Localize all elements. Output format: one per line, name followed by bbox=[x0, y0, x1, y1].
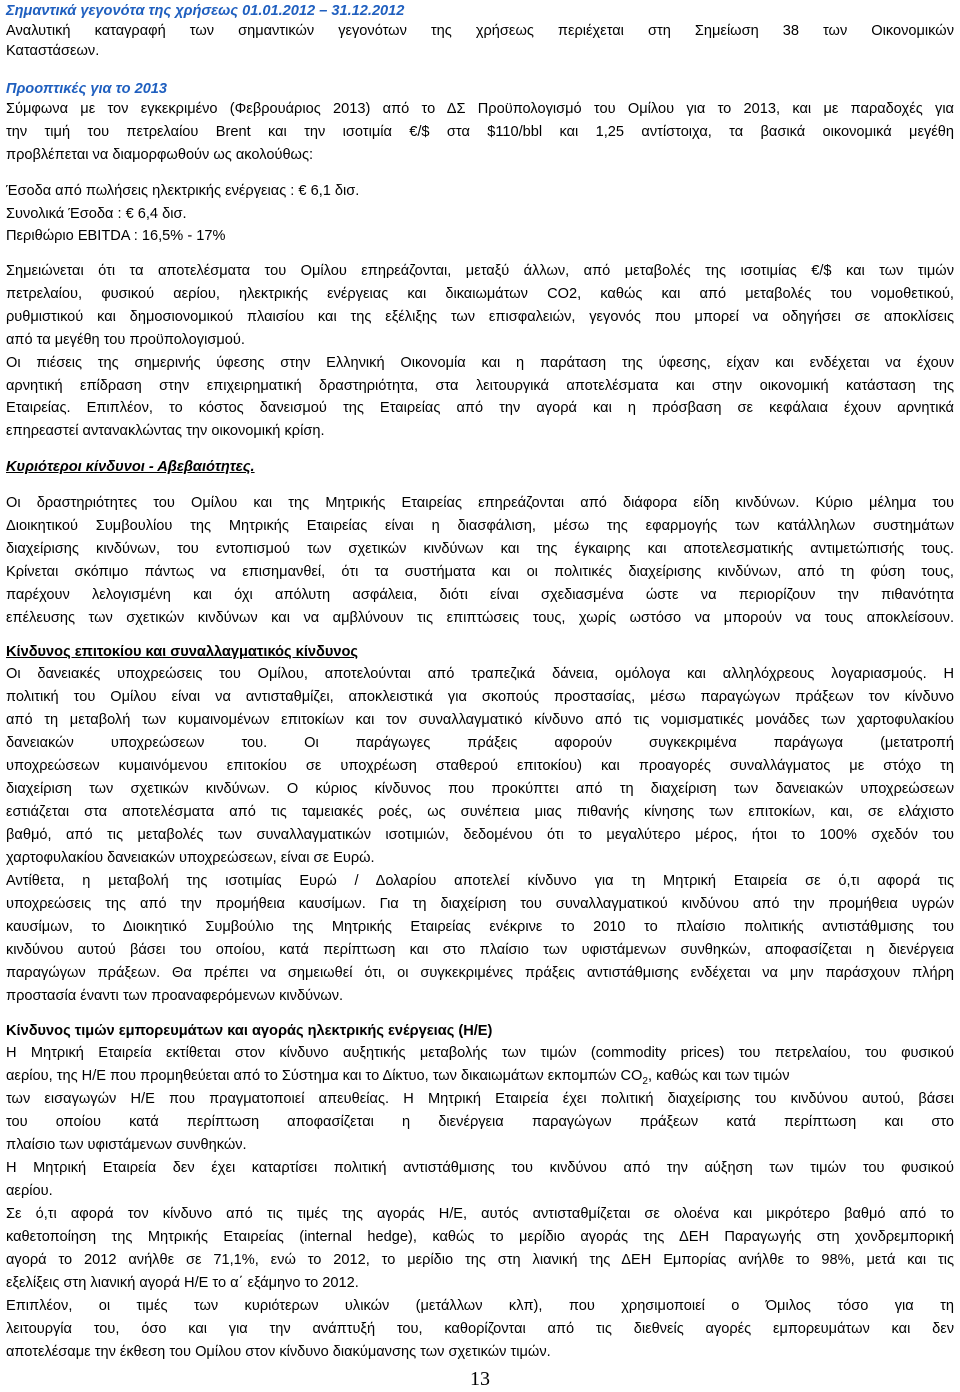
commodity-line-2-rest: , καθώς και των τιμών bbox=[647, 1068, 790, 1084]
outlook-note-5: Οι πιέσεις της σημερινής ύφεσης στην Ελληνική Οικονομία και η παράταση της ύφεσης, είχαν και ενδέχεται να έχουν bbox=[6, 355, 954, 371]
events-line-1: Αναλυτική καταγραφή των σημαντικών γεγονότων της χρήσεως περιέχεται στη Σημείωση 38 των Οικονομικών bbox=[6, 23, 954, 39]
commodity-line-1: Η Μητρική Εταιρεία εκτίθεται στον κίνδυνο αυξητικής μεταβολής των τιμών (commodity prices) του πετρελαίου, του φυσικού bbox=[6, 1045, 954, 1061]
outlook-line-2: την τιμή του πετρελαίου Brent και την ισοτιμία €/$ στα $110/bbl και 1,25 αντίστοιχα, τα βασικά οικονομικά μεγέθη bbox=[6, 124, 954, 140]
risks-line-4: Κρίνεται σκόπιμο πάντως να επισημανθεί, ότι τα συστήματα και οι πολιτικές διαχείρισης κινδύνων, από τη φύση τους, bbox=[6, 564, 954, 580]
outlook-note-1: Σημειώνεται ότι τα αποτελέσματα του Ομίλου επηρεάζονται, μεταξύ άλλων, από μεταβολές της ισοτιμίας €/$ και των τιμών bbox=[6, 263, 954, 279]
interest-line-6: διαχείριση των σχετικών κινδύνων. Ο κύριος κίνδυνος που προκύπτει από τη διαχείριση των δανειακών υποχρεώσεων bbox=[6, 781, 954, 797]
interest-line-12: καυσίμων, το Διοικητικό Συμβούλιο της Μητρικής Εταιρείας ενέκρινε το 2010 το πλαίσιο πολιτικής αντιστάθμισης του bbox=[6, 919, 954, 935]
interest-line-1: Οι δανειακές υποχρεώσεις του Ομίλου, αποτελούνται από τραπεζικά δάνεια, ομόλογα και αλληλόχρεους λογαριασμούς. Η bbox=[6, 666, 954, 682]
commodity-line-12: Επιπλέον, οι τιμές των κυριότερων υλικών (μετάλλων κλπ), που χρησιμοποιεί ο Όμιλος τόσο για τη bbox=[6, 1298, 954, 1314]
risks-line-5: παρέχουν λελογισμένη και όχι απόλυτη ασφάλεια, διότι είναι σχεδιασμένα ώστε να περιορίζουν την πιθανότητα bbox=[6, 587, 954, 603]
outlook-note-2: πετρελαίου, φυσικού αερίου, ηλεκτρικής ενέργειας και δικαιωμάτων CO2, καθώς και από μεταβολές του νομοθετικού, bbox=[6, 286, 954, 302]
interest-title: Κίνδυνος επιτοκίου και συναλλαγματικός κίνδυνος bbox=[6, 644, 358, 660]
co2-subscript: 2 bbox=[642, 1075, 648, 1087]
interest-line-8: βαθμό, από τις μεταβολές των συναλλαγματικών ισοτιμιών, δεδομένου ότι το μεγαλύτερο μέρος, ήτοι το 100% σχεδόν του bbox=[6, 827, 954, 843]
events-line-2: Καταστάσεων. bbox=[6, 43, 100, 59]
interest-line-10: Αντίθετα, η μεταβολή της ισοτιμίας Ευρώ / Δολαρίου αποτελεί κίνδυνο για τη Μητρική Εταιρεία σε ό,τι αφορά τις bbox=[6, 873, 954, 889]
outlook-note-3: ρυθμιστικού και δημοσιονομικού πλαισίου και της εξέλιξης των επισφαλειών, γεγονός που μπορεί να οδηγήσει σε αποκλίσεις bbox=[6, 309, 954, 325]
outlook-note-4: από τα μεγέθη του προϋπολογισμού. bbox=[6, 332, 245, 348]
commodity-line-9: καθετοποίηση της Μητρικής Εταιρείας (internal hedge), καθώς το μερίδιο αγοράς της ΔΕΗ Παραγωγής στη χονδρεμπορική bbox=[6, 1229, 954, 1245]
interest-line-7: εστιάζεται στα αποτελέσματα από τις ταμειακές ροές, ως συνέπεια μιας πιθανής κίνησης των επιτοκίων, και, σε ελάχιστο bbox=[6, 804, 954, 820]
page-number: 13 bbox=[470, 1368, 490, 1390]
interest-line-11: υποχρεώσεις της από την προμήθεια καυσίμων. Για τη διαχείριση του συναλλαγματικού κινδύνου από την προμήθεια υγρών bbox=[6, 896, 954, 912]
outlook-note-8: επηρεαστεί αντανακλώντας την οικονομική κρίση. bbox=[6, 423, 325, 439]
commodity-line-3: των εισαγωγών Η/Ε που πραγματοποιεί απευθείας. Η Μητρική Εταιρεία έχει πολιτική διαχείρισης του κινδύνου αυτού, βάσει bbox=[6, 1091, 954, 1107]
commodity-line-14: αποτελέσαμε την έκθεση του Ομίλου στον κίνδυνο διακύμανσης των σχετικών τιμών. bbox=[6, 1344, 551, 1360]
events-title: Σημαντικά γεγονότα της χρήσεως 01.01.2012 – 31.12.2012 bbox=[6, 3, 405, 19]
interest-line-13: κινδύνου αυτού βάσει του οποίου, κατά περίπτωση και στο πλαίσιο των υφιστάμενων συνθηκών, αποφασίζεται η διενέργεια bbox=[6, 942, 954, 958]
outlook-line-1: Σύμφωνα με τον εγκεκριμένο (Φεβρουάριος 2013) από το ΔΣ Προϋπολογισμό του Ομίλου για το 2013, και με παραδοχές για bbox=[6, 101, 954, 117]
outlook-title: Προοπτικές για το 2013 bbox=[6, 81, 168, 97]
commodity-line-2 bbox=[6, 1065, 954, 1087]
interest-line-2: πολιτική του Ομίλου είναι να αντισταθμίζει, αποκλειστικά για σκοπούς προστασίας, μέσω παραγώγων πράξεων τον κίνδυνο bbox=[6, 689, 954, 705]
commodity-line-10: αγορά το 2012 ανήλθε σε 71,1%, ενώ το 2012, το μερίδιο της στη λιανική της ΔΕΗ Εμπορίας ανήλθε το 98%, μετά και τις bbox=[6, 1252, 954, 1268]
outlook-figure-revenue: Συνολικά Έσοδα : € 6,4 δισ. bbox=[6, 206, 187, 222]
outlook-figure-ebitda: Περιθώριο EBITDA : 16,5% - 17% bbox=[6, 228, 226, 244]
risks-line-3: διαχείρισης κινδύνων, του εντοπισμού των σχετικών κινδύνων και της έγκαιρης και αποτελεσματικής αντιμετώπισής τους. bbox=[6, 541, 954, 557]
interest-line-14: παραγώγων πράξεων. Θα πρέπει να σημειωθεί ότι, οι συγκεκριμένες πράξεις αντιστάθμισης ενδέχεται να μην παράσχουν πλήρη bbox=[6, 965, 954, 981]
outlook-line-3: προβλέπεται να διαμορφωθούν ως ακολούθως: bbox=[6, 147, 314, 163]
risks-line-1: Οι δραστηριότητες του Ομίλου και της Μητρικής Εταιρείας επηρεάζονται από διάφορα είδη κινδύνων. Κύριο μέλημα του bbox=[6, 495, 954, 511]
commodity-title: Κίνδυνος τιμών εμπορευμάτων και αγοράς ηλεκτρικής ενέργειας (Η/Ε) bbox=[6, 1023, 493, 1039]
interest-line-15: προστασία έναντι των προαναφερόμενων κινδύνων. bbox=[6, 988, 344, 1004]
commodity-line-11: εξελίξεις στη λιανική αγορά Η/Ε το α΄ εξάμηνο το 2012. bbox=[6, 1275, 359, 1291]
commodity-line-5: πλαίσιο των υφιστάμενων συνθηκών. bbox=[6, 1137, 247, 1153]
commodity-line-2-text: αερίου, της Η/Ε που προμηθεύεται από το Σύστημα και το Δίκτυο, των δικαιωμάτων εκπομπών CO bbox=[6, 1068, 643, 1084]
interest-line-3: από τη μεταβολή των κυμαινομένων επιτοκίων και τον συναλλαγματικό κίνδυνο από τις νομισματικές μονάδες των χαρτοφυλακίου bbox=[6, 712, 954, 728]
commodity-line-4: του οποίου κατά περίπτωση αποφασίζεται η διενέργεια παραγώγων πράξεων κατά περίπτωση και στο bbox=[6, 1114, 954, 1130]
commodity-line-13: λειτουργία του, όσο και για την ανάπτυξή του, καθορίζονται από τις διεθνείς αγορές εμπορευμάτων και δεν bbox=[6, 1321, 954, 1337]
risks-line-2: Διοικητικού Συμβουλίου της Μητρικής Εταιρείας είναι η διασφάλιση, μέσω της εφαρμογής των κατάλληλων συστημάτων bbox=[6, 518, 954, 534]
outlook-figure-sales: Έσοδα από πωλήσεις ηλεκτρικής ενέργειας : € 6,1 δισ. bbox=[6, 183, 360, 199]
commodity-line-7: αερίου. bbox=[6, 1183, 53, 1199]
interest-line-5: υποχρεώσεων κυμαινόμενου επιτοκίου σε υποχρέωση σταθερού επιτοκίου) και προαγορές συναλλάγματος με στόχο τη bbox=[6, 758, 954, 774]
interest-line-4: δανειακών υποχρεώσεων του. Οι παράγωγες πράξεις αφορούν συγκεκριμένα παράγωγα (μετατροπή bbox=[6, 735, 954, 751]
interest-line-9: χαρτοφυλακίου δανειακών υποχρεώσεων, είναι σε Ευρώ. bbox=[6, 850, 375, 866]
risks-line-6: επέλευσης των σχετικών κινδύνων και να αμβλύνουν τις επιπτώσεις τους, χωρίς ωστόσο να μπορούν να τους αποκλείσουν. bbox=[6, 610, 954, 626]
risks-title: Κυριότεροι κίνδυνοι - Αβεβαιότητες. bbox=[6, 459, 255, 475]
commodity-line-8: Σε ό,τι αφορά τον κίνδυνο από τις τιμές της αγοράς Η/Ε, αυτός αντισταθμίζεται σε ολοένα και μικρότερο βαθμό από το bbox=[6, 1206, 954, 1222]
commodity-line-6: Η Μητρική Εταιρεία δεν έχει καταρτίσει πολιτική αντιστάθμισης του κινδύνου από την αύξηση των τιμών του φυσικού bbox=[6, 1160, 954, 1176]
outlook-note-6: αρνητική επίδραση στην επιχειρηματική δραστηριότητα, στα λειτουργικά αποτελέσματα και στην οικονομική κατάσταση της bbox=[6, 378, 954, 394]
outlook-note-7: Εταιρείας. Επιπλέον, το κόστος δανεισμού της Εταιρείας από την αγορά και η πρόσβαση σε κεφάλαια έχουν αρνητικά bbox=[6, 400, 954, 416]
